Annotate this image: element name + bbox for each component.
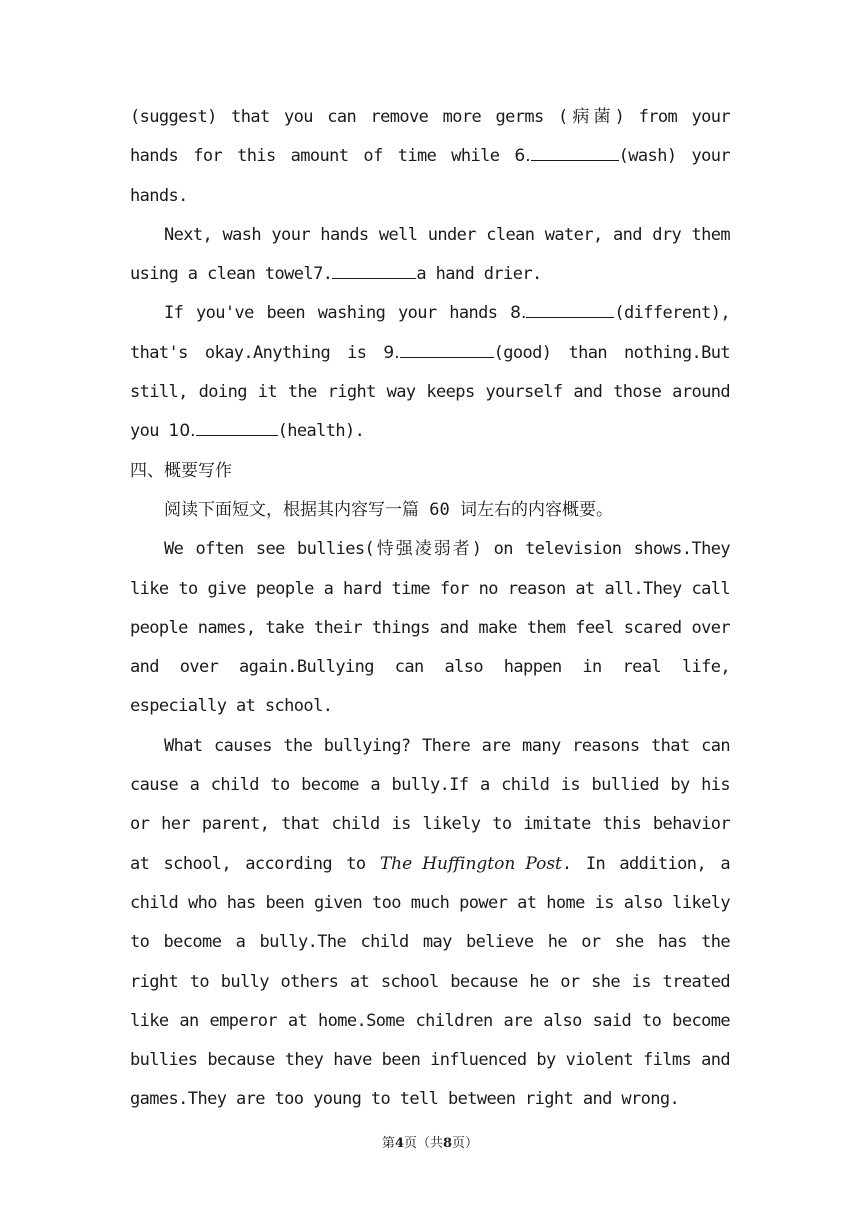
footer-post: 页） [452,1136,479,1151]
cloze-paragraph-2 [130,216,730,295]
cloze-line-2-start: for this amount of time while [193,146,515,167]
cloze-line-2-end: (wash) your hands. [130,146,731,206]
question-number-6: 6. [514,146,531,167]
cloze-p3-d: (health). [277,421,365,442]
section-instruction: 阅读下面短文，根据其内容写一篇 60 词左右的内容概要。 [164,499,613,520]
footer-mid: 页（共 [403,1136,443,1151]
question-number-8: 8. [510,303,527,324]
footer-page-number: 4 [394,1136,404,1151]
answer-blank-9[interactable] [400,341,494,358]
document-body [130,98,730,1120]
section-title: 四、概要写作 [130,460,232,481]
passage-paragraph-1: We often see bullies(恃强凌弱者) on television shows.They like to give people a hard time for no reason at all.They call people names, take their things and make them feel scared over and over again.Bullying can also happen in real life, especially at school. [130,539,730,717]
answer-blank-6[interactable] [531,144,619,161]
answer-blank-7[interactable] [332,262,416,279]
cloze-p2-end: a hand drier. [416,264,542,285]
cloze-p2-start: Next, wash your hands well under clean water, and dry them using a clean towel7. [130,224,730,285]
question-number-10: 10. [168,421,196,442]
cloze-line-1: (suggest) that you can remove more germs (病菌) from your hands [130,107,730,167]
footer-total-pages: 8 [443,1136,453,1151]
cloze-paragraph-1 [130,98,730,216]
cloze-p3-c: (good) than nothing.But still, doing it the right way keeps yourself and those around you [130,342,730,442]
passage-p2-end: . In addition, a child who has been given too much power at home is also likely to become a bully.The child may believe he or she has the right to bully others at school because he or she is treated like an emperor at home.Some children are also said to become bullies because they have been influenced by violent films and games.They are too young to tell between right and wrong. [130,853,730,1110]
passage-p2-start: What causes the bullying? There are many reasons that can cause a child to become a bully.If a child is bullied by his or her parent, that child is likely to imitate this behavior at school, according to [130,735,730,874]
publication-title: The Huffington Post [379,853,562,874]
question-number-9: 9. [383,342,400,363]
cloze-p3-a: If you've been washing your hands [164,303,511,324]
passage-paragraph-2 [130,727,730,1120]
answer-blank-8[interactable] [526,301,614,318]
cloze-paragraph-3 [130,294,730,451]
cloze-p3-b: (different), that's okay.Anything is [130,303,730,363]
footer-pre: 第 [381,1136,395,1151]
page-footer [0,1132,860,1151]
answer-blank-10[interactable] [196,419,278,436]
